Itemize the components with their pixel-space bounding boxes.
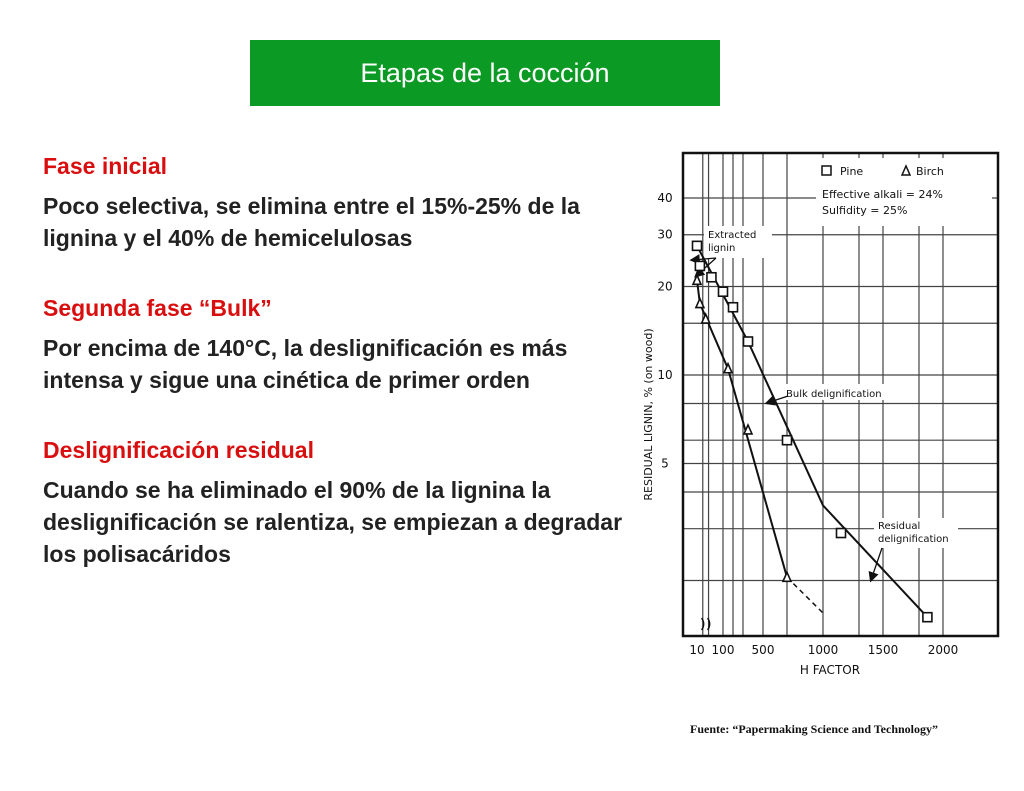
birch-point <box>724 364 732 373</box>
legend-birch-label: Birch <box>916 165 944 178</box>
pine-point <box>707 273 716 282</box>
pine-point <box>693 241 702 250</box>
pine-point <box>923 613 932 622</box>
x-tick-label: 2000 <box>927 643 959 657</box>
slide-title: Etapas de la cocción <box>360 57 610 88</box>
condition-label: Sulfidity = 25% <box>822 204 908 217</box>
annotation-residual-delignification: Residual delignification <box>878 521 949 545</box>
x-tick-label: 1500 <box>867 643 899 657</box>
annotation-bulk-delignification: Bulk delignification <box>786 389 882 400</box>
birch-point <box>783 572 791 581</box>
x-tick-label: 500 <box>751 643 775 657</box>
pine-point <box>783 436 792 445</box>
body-segunda-fase: Por encima de 140°C, la deslignificación es más intensa y sigue una cinética de primer orden <box>43 335 568 393</box>
y-tick-label: 40 <box>657 191 673 205</box>
y-tick-label: 5 <box>661 456 669 471</box>
y-tick-label: 30 <box>657 227 673 242</box>
heading-deslignificacion-residual: Deslignificación residual <box>43 437 314 463</box>
pine-fit-line <box>697 246 927 617</box>
y-tick-label: 20 <box>657 279 673 294</box>
birch-fit-line <box>697 280 787 577</box>
pine-point <box>695 261 704 270</box>
heading-fase-inicial: Fase inicial <box>43 153 168 179</box>
pine-point <box>837 529 846 538</box>
birch-point <box>693 275 701 284</box>
x-axis-label: H FACTOR <box>799 663 861 677</box>
y-tick-label: 10 <box>657 367 673 382</box>
pine-point <box>729 303 738 312</box>
x-tick-label: 100 <box>711 643 735 657</box>
x-tick-label: 1000 <box>807 643 839 657</box>
pine-point <box>744 337 753 346</box>
heading-segunda-fase: Segunda fase “Bulk” <box>43 295 272 321</box>
body-fase-inicial: Poco selectiva, se elimina entre el 15%-25% de la lignina y el 40% de hemicelulosas <box>43 193 580 251</box>
title-banner <box>250 40 720 106</box>
legend-pine-label: Pine <box>840 165 864 178</box>
text-content <box>43 150 643 570</box>
body-deslignificacion-residual: Cuando se ha eliminado el 90% de la lignina la deslignificación se ralentiza, se empiezan a degradar los polisacáridos <box>43 477 623 567</box>
annotation-extracted-lignin: Extracted lignin <box>708 230 757 254</box>
source-citation: Fuente: “Papermaking Science and Technology” <box>690 722 939 736</box>
pine-point <box>719 287 728 296</box>
condition-label: Effective alkali = 24% <box>822 188 943 201</box>
birch-dashed-extension <box>787 577 823 613</box>
y-axis-label: RESIDUAL LIGNIN, % (on wood) <box>642 328 655 501</box>
x-tick-label: 10 <box>689 643 705 657</box>
lignin-chart <box>630 140 1020 685</box>
